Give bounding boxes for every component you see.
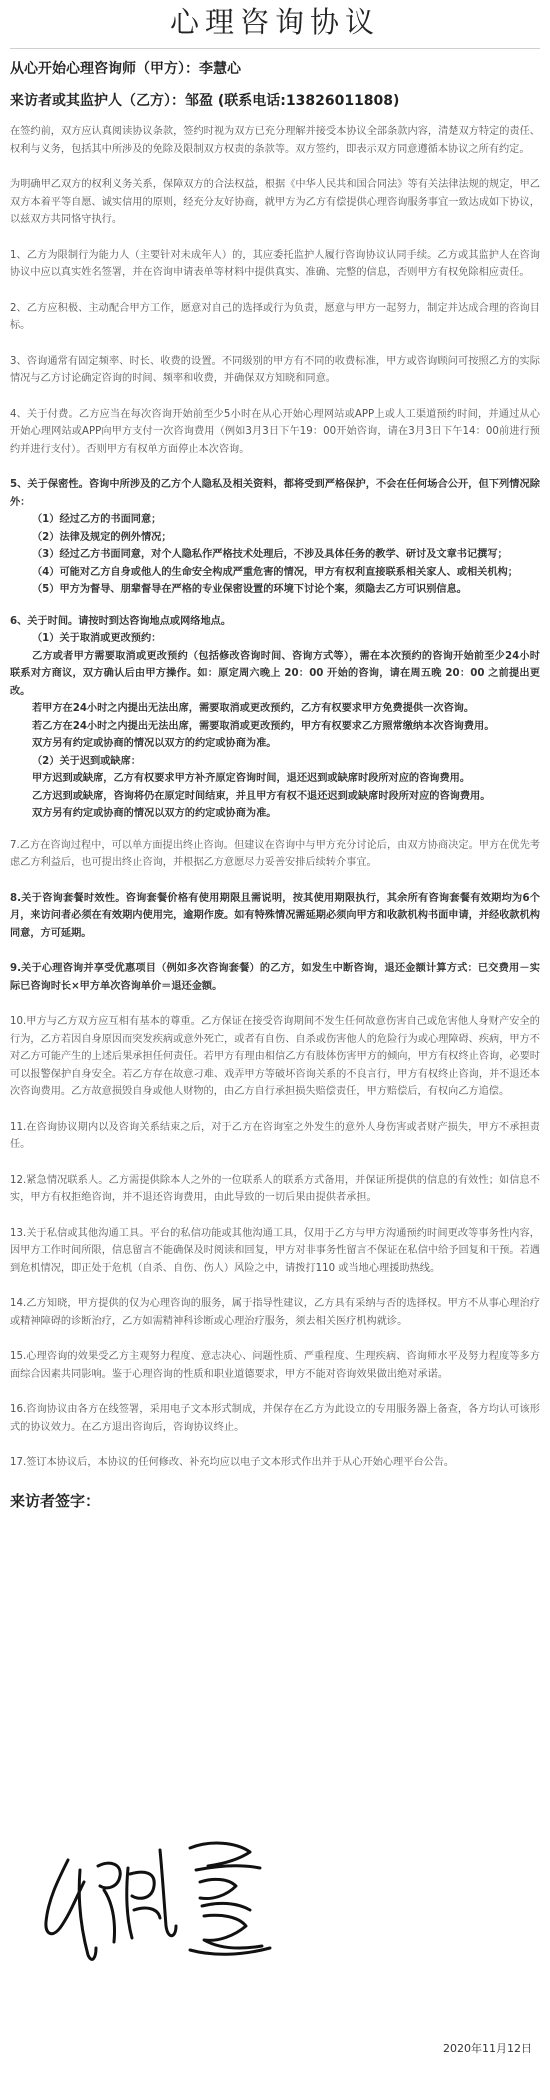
clause-6-2-heading: （2）关于迟到或缺席： bbox=[32, 755, 141, 767]
title-divider bbox=[10, 48, 540, 49]
clause-6 bbox=[10, 613, 540, 823]
clause-6-2-text-b: 乙方迟到或缺席，咨询将仍在原定时间结束，并且甲方有权不退还迟到或缺席时段所对应的咨询费用。 bbox=[32, 790, 491, 802]
clause-2: 2、乙方应积极、主动配合甲方工作，愿意对自己的选择或行为负责，愿意与甲方一起努力，制定并达成合理的咨询目标。 bbox=[10, 302, 540, 331]
clause-4: 4、关于付费。乙方应当在每次咨询开始前至少5小时在从心开始心理网站或APP上或人工渠道预约时间，并通过从心开始心理网站或APP向甲方支付一次咨询费用（例如3月3日下午19：00开始咨询，请在3月3日下午14：00前进行预约并进行支付）。否则甲方有权单方面停止本次咨询。 bbox=[10, 408, 540, 455]
clause-6-heading: 6、关于时间。请按时到达咨询地点或网络地点。 bbox=[10, 615, 232, 627]
clause-6-1-text-c: 若乙方在24小时之内提出无法出席，需要取消或更改预约，甲方有权要求乙方照常缴纳本次咨询费用。 bbox=[32, 720, 495, 732]
handwritten-signature bbox=[40, 1830, 300, 1970]
clause-9: 9.关于心理咨询并享受优惠项目（例如多次咨询套餐）的乙方，如发生中断咨询，退还金额计算方式：已交费用－实际已咨询时长×甲方单次咨询单价＝退还金额。 bbox=[10, 963, 540, 992]
clause-11: 11.在咨询协议期内以及咨询关系结束之后，对于乙方在咨询室之外发生的意外人身伤害或者财产损失，甲方不承担责任。 bbox=[10, 1121, 540, 1150]
intro-paragraph-2: 为明确甲乙双方的权利义务关系，保障双方的合法权益，根据《中华人民共和国合同法》等有关法律法规的规定，甲乙双方本着平等自愿、诚实信用的原则，经充分友好协商，就甲方为乙方有偿提供心理咨询服务事宜一致达成如下协议，以兹双方共同恪守执行。 bbox=[10, 179, 540, 225]
clause-6-1-text-b: 若甲方在24小时之内提出无法出席，需要取消或更改预约，乙方有权要求甲方免费提供一次咨询。 bbox=[32, 703, 475, 714]
clause-17: 17.签订本协议后，本协议的任何修改、补充均应以电子文本形式作出并于从心开始心理平台公告。 bbox=[10, 1457, 455, 1468]
clause-10: 10.甲方与乙方双方应互相有基本的尊重。乙方保证在接受咨询期间不发生任何故意伤害自己或危害他人身财产安全的行为，乙方若因自身原因而突发疾病或意外死亡，或者有自伤、自杀或伤害他人的危险行为或心理障碍、疾病，甲方不对乙方可能产生的上述后果承担任何责任。若甲方有理由相信乙方有肢体伤害甲方的倾向，甲方有权终止咨询，必要时可以报警保护自身安全。若乙方存在故意刁难、戏弄甲方等破坏咨询关系的不良言行，甲方有权终止咨询，并不退还本次咨询费用。乙方故意损毁自身或他人财物的，由乙方自行承担损失赔偿责任，甲方赔偿后，有权向乙方追偿。 bbox=[10, 1016, 540, 1097]
clause-3: 3、咨询通常有固定频率、时长、收费的设置。不同级别的甲方有不同的收费标准，甲方或咨询顾问可按照乙方的实际情况与乙方讨论确定咨询的时间、频率和收费，并确保双方知晓和同意。 bbox=[10, 355, 540, 384]
clause-7: 7.乙方在咨询过程中，可以单方面提出终止咨询。但建议在咨询中与甲方充分讨论后，由双方协商决定。甲方在优先考虑乙方利益后，也可提出终止咨询，并根据乙方意愿尽力妥善安排后续转介事宜。 bbox=[10, 839, 540, 868]
clause-14: 14.乙方知晓，甲方提供的仅为心理咨询的服务，属于指导性建议，乙方具有采纳与否的选择权。甲方不从事心理治疗或精神障碍的诊断治疗，乙方如需精神科诊断或心理治疗服务，须去相关医疗机构就诊。 bbox=[10, 1298, 540, 1327]
signature-date: 2020年11月12日 bbox=[443, 2042, 532, 2055]
party-a-line: 从心开始心理咨询师（甲方）：李慧心 bbox=[10, 61, 241, 77]
clause-6-1-heading: （1）关于取消或更改预约： bbox=[32, 633, 162, 644]
clause-1: 1、乙方为限制行为能力人（主要针对未成年人）的，其应委托监护人履行咨询协议认同手续。乙方或其监护人在咨询协议中应以真实姓名签署，并在咨询申请表单等材料中提供真实、准确、完整的信息，否则甲方有权免除相应责任。 bbox=[10, 249, 540, 278]
clause-6-2-text-c: 双方另有约定或协商的情况以双方的约定或协商为准。 bbox=[32, 808, 277, 819]
party-b-line: 来访者或其监护人（乙方）：邹盈 (联系电话:13826011808) bbox=[10, 93, 400, 109]
signature-label: 来访者签字： bbox=[10, 1491, 101, 1510]
clause-5-item-2: （2）法律及规定的例外情况； bbox=[32, 531, 172, 543]
clause-16: 16.咨询协议由各方在线签署，采用电子文本形式制成，并保存在乙方为此设立的专用服务器上备查，各方均认可该形式的协议效力。在乙方退出咨询后，咨询协议终止。 bbox=[10, 1404, 540, 1433]
clause-13: 13.关于私信或其他沟通工具。平台的私信功能或其他沟通工具，仅用于乙方与甲方沟通预约时间更改等事务性内容，因甲方工作时间所限，信息留言不能确保及时阅读和回复，甲方对非事务性留言不保证在私信中给予回复和干预。若遇到危机情况，即正处于危机（自杀、自伤、伤人）风险之中，请拨打110 或当地心理援助热线。 bbox=[10, 1227, 540, 1274]
clause-6-2-text-a: 甲方迟到或缺席，乙方有权要求甲方补齐原定咨询时间，退还迟到或缺席时段所对应的咨询费用。 bbox=[32, 773, 471, 784]
clause-6-1-text-a: 乙方或者甲方需要取消或更改预约（包括修改咨询时间、咨询方式等），需在本次预约的咨询开始前至少24小时联系对方商议，双方确认后由甲方操作。如：原定周六晚上 20：00 开始的咨询，请在周五晚 20：00 之前提出更改。 bbox=[10, 650, 540, 697]
clause-5-item-5: （5）甲方为督导、朋辈督导在严格的专业保密设置的环境下讨论个案，须隐去乙方可识别信息。 bbox=[32, 584, 467, 595]
clause-5-item-4: （4）可能对乙方自身或他人的生命安全构成严重危害的情况，甲方有权利直接联系相关家人、或相关机构； bbox=[32, 566, 518, 578]
clause-8: 8.关于咨询套餐时效性。咨询套餐价格有使用期限且需说明，按其使用期限执行，其余所有咨询套餐有效期均为6个月，来访问者必须在有效期内使用完，逾期作废。如有特殊情况需延期必须向甲方和收款机构书面申请，并经收款机构同意，方可延期。 bbox=[10, 892, 540, 939]
clause-5 bbox=[10, 476, 540, 599]
clause-5-item-3: （3）经过乙方书面同意，对个人隐私作严格技术处理后，不涉及具体任务的教学、研讨及文章书记撰写； bbox=[32, 549, 508, 560]
clause-12: 12.紧急情况联系人。乙方需提供除本人之外的一位联系人的联系方式备用，并保证所提供的信息的有效性；如信息不实，甲方有权拒绝咨询，并不退还咨询费用，由此导致的一切后果由提供者承担。 bbox=[10, 1174, 540, 1203]
intro-paragraph-1: 在签约前，双方应认真阅读协议条款，签约时视为双方已充分理解并接受本协议全部条款内容，清楚双方特定的责任、权利与义务，包括其中所涉及的免除及限制双方权责的条款等。双方签约，即表示双方同意遵循本协议之所有约定。 bbox=[10, 126, 540, 155]
clause-15: 15.心理咨询的效果受乙方主观努力程度、意志决心、问题性质、严重程度、生理疾病、咨询师水平及努力程度等多方面综合因素共同影响。鉴于心理咨询的性质和职业道德要求，甲方不能对咨询效果做出绝对承诺。 bbox=[10, 1351, 540, 1380]
clause-5-heading: 5、关于保密性。咨询中所涉及的乙方个人隐私及相关资料，都将受到严格保护，不会在任何场合公开，但下列情况除外： bbox=[10, 479, 540, 508]
clause-6-1-text-d: 双方另有约定或协商的情况以双方的约定或协商为准。 bbox=[32, 738, 277, 749]
clause-5-item-1: （1）经过乙方的书面同意； bbox=[32, 514, 162, 525]
page-title: 心理咨询协议 bbox=[169, 5, 380, 39]
